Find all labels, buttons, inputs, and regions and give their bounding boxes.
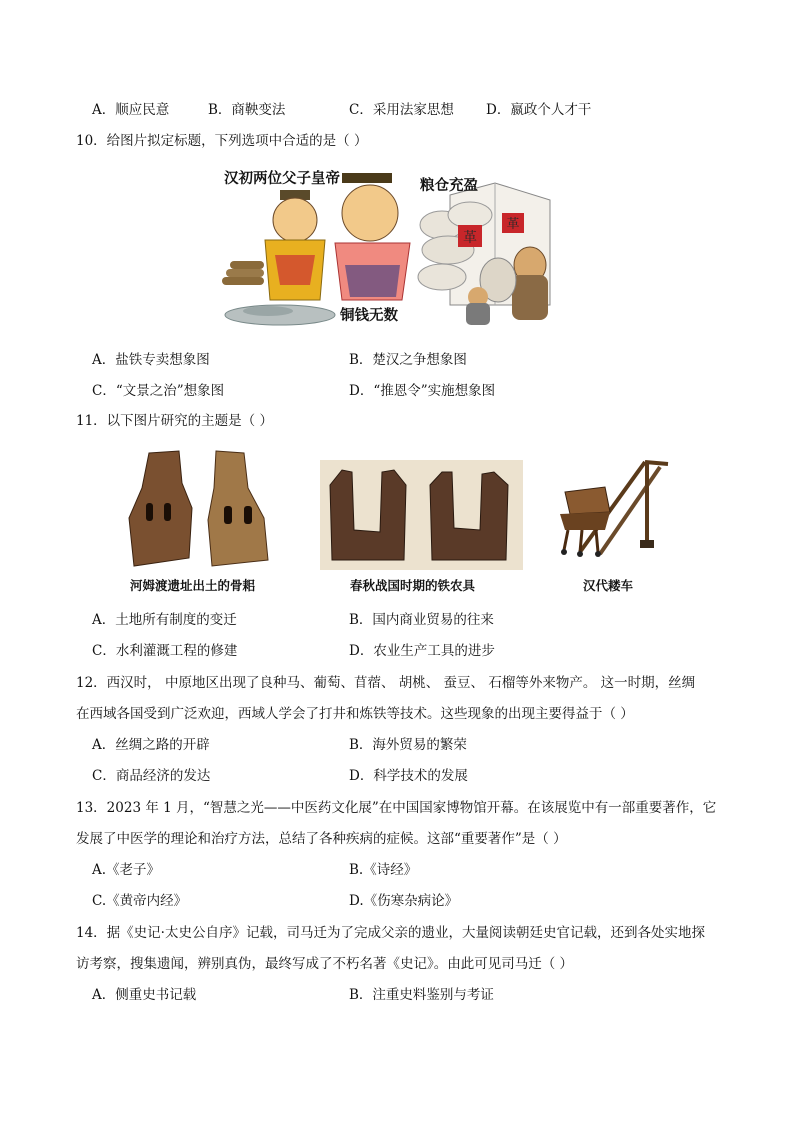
q9-option-c: C．采用法家思想	[349, 102, 454, 118]
q11-option-c: C．水利灌溉工程的修建	[92, 643, 238, 659]
q13-option-d: D.《伤寒杂病论》	[349, 893, 459, 909]
q11-option-b: B．国内商业贸易的往来	[349, 612, 494, 628]
iron-tools-svg	[320, 460, 523, 570]
q12-stem-line1: 12．西汉时， 中原地区出现了良种马、葡萄、苜蓿、 胡桃、 蚕豆、 石榴等外来物产。 这一时期，丝绸	[76, 675, 696, 691]
q13-option-b: B.《诗经》	[349, 862, 418, 878]
q12-option-a: A．丝绸之路的开辟	[92, 737, 210, 753]
q12-option-c: C．商品经济的发达	[92, 768, 211, 784]
q11-stem: 11．以下图片研究的主题是（ ）	[76, 413, 273, 429]
q12-option-d: D．科学技术的发展	[349, 768, 468, 784]
q13-option-a: A.《老子》	[92, 862, 161, 878]
label-coins: 铜钱无数	[340, 308, 398, 324]
bone-spade-image	[124, 448, 274, 568]
sack-mark-2: 革	[506, 217, 520, 232]
bone-spade-svg	[124, 448, 274, 568]
q10-stem: 10．给图片拟定标题，下列选项中合适的是（ ）	[76, 133, 368, 149]
q13-option-c: C.《黄帝内经》	[92, 893, 188, 909]
q9-option-b: B．商鞅变法	[208, 102, 286, 118]
label-emperors: 汉初两位父子皇帝	[224, 171, 340, 187]
q13-stem-line2: 发展了中医学的理论和治疗方法，总结了各种疾病的症候。这部“重要著作”是（ ）	[76, 831, 567, 847]
seed-drill-image	[550, 452, 675, 564]
label-granary: 粮仓充盈	[420, 178, 478, 194]
q12-option-b: B．海外贸易的繁荣	[349, 737, 467, 753]
q10-option-a: A．盐铁专卖想象图	[92, 352, 210, 368]
caption-iron-tools: 春秋战国时期的铁农具	[350, 578, 476, 593]
q10-option-d: D．“推恩令”实施想象图	[349, 383, 496, 399]
q10-illustration	[220, 165, 572, 330]
q9-option-d: D．嬴政个人才干	[486, 102, 592, 118]
iron-tools-image	[320, 460, 523, 570]
q10-cartoon-svg	[220, 165, 572, 330]
q11-option-a: A．土地所有制度的变迁	[92, 612, 237, 628]
q14-stem-line2: 访考察，搜集遗闻，辨别真伪，最终写成了不朽名著《史记》。由此可见司马迁（ ）	[76, 956, 574, 972]
q14-option-a: A．侧重史书记载	[92, 987, 197, 1003]
q14-stem-line1: 14．据《史记·太史公自序》记载，司马迁为了完成父亲的遗业，大量阅读朝廷史官记载，还到各处实地探	[76, 925, 705, 941]
sack-mark-1: 革	[463, 230, 477, 246]
q10-option-c: C．“文景之治”想象图	[92, 383, 225, 399]
caption-seed-drill: 汉代耧车	[583, 578, 634, 593]
q9-option-a: A．顺应民意	[92, 102, 170, 118]
q12-stem-line2: 在西域各国受到广泛欢迎，西域人学会了打井和炼铁等技术。这些现象的出现主要得益于（ ）	[76, 706, 634, 722]
q14-option-b: B．注重史料鉴别与考证	[349, 987, 494, 1003]
q10-option-b: B．楚汉之争想象图	[349, 352, 467, 368]
caption-bone-spade: 河姆渡遗址出土的骨耜	[130, 578, 256, 593]
q11-option-d: D．农业生产工具的进步	[349, 643, 495, 659]
seed-drill-svg	[550, 452, 675, 564]
q13-stem-line1: 13．2023 年 1 月，“智慧之光——中医药文化展”在中国国家博物馆开幕。在该展览中有一部重要著作，它	[76, 800, 717, 816]
